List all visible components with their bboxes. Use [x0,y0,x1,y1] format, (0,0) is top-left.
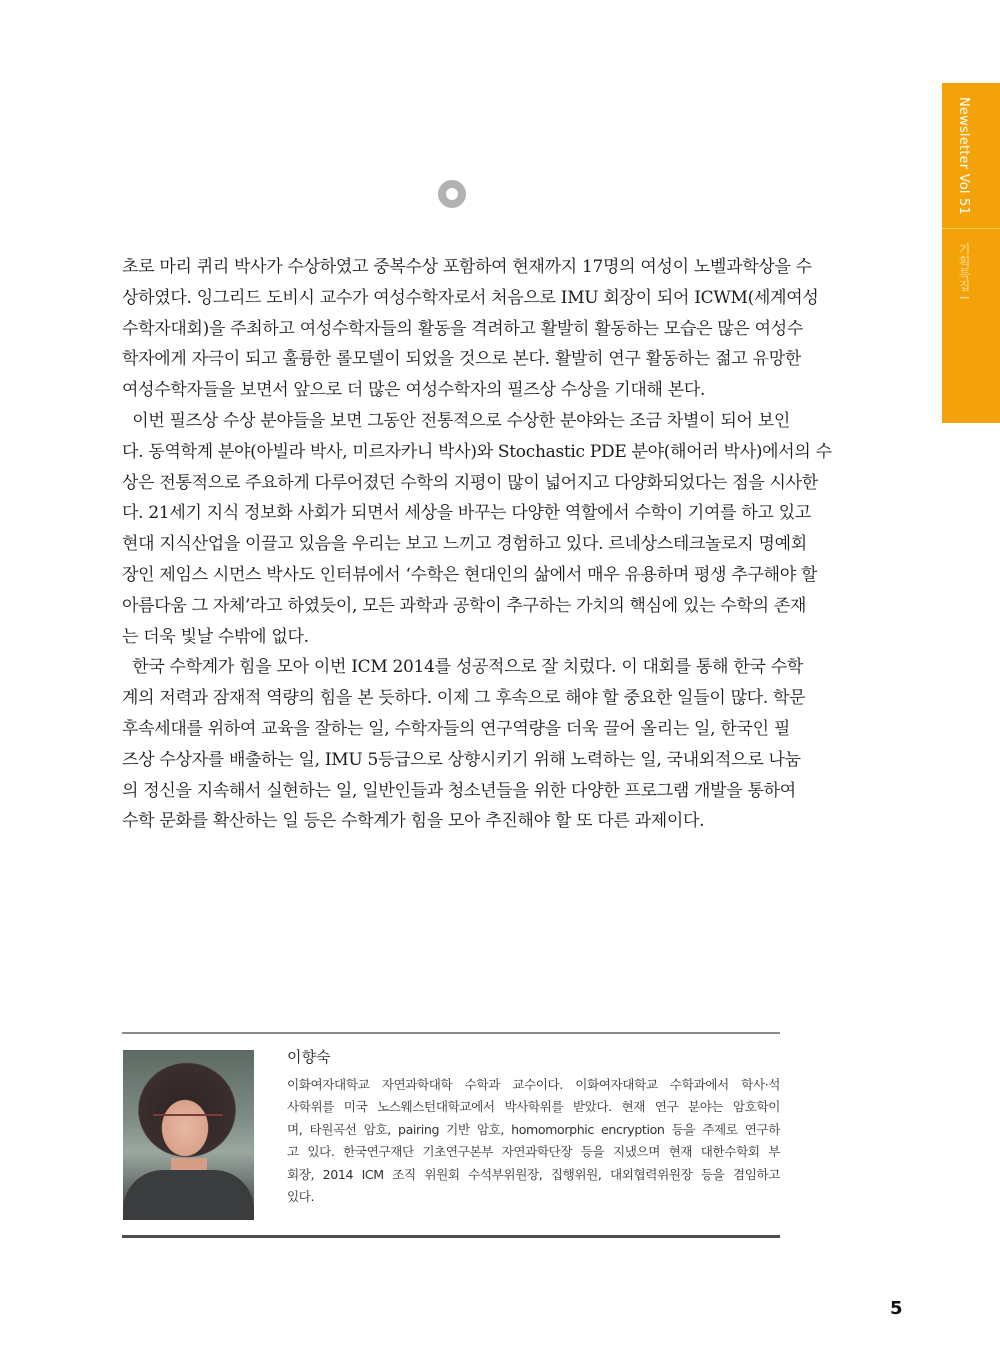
article-line: 한국 수학계가 힘을 모아 이번 ICM 2014를 성공적으로 잘 치렀다. 이 대회를 통해 한국 수학 [122,657,803,678]
article-line: 상은 전통적으로 주요하게 다루어졌던 수학의 지평이 많이 넓어지고 다양화되었다는 점을 시사한 [122,472,818,493]
bio-line: 며, 타원곡선 암호, pairing 기반 암호, homomorphic encryption 등을 주제로 연구하 [287,1121,780,1137]
section-label: 기획특집 I [957,243,971,300]
publication-label: Newsletter Vol 51 [956,97,971,215]
author-name: 이향숙 [287,1048,331,1066]
author-bio [287,1074,780,1208]
article-line: 계의 저력과 잠재적 역량의 힘을 본 듯하다. 이제 그 후속으로 해야 할 중요한 일들이 많다. 학문 [122,688,806,709]
article-line: 수학 문화를 확산하는 일 등은 수학계가 힘을 모아 추진해야 할 또 다른 과제이다. [122,811,705,832]
ring-ornament-icon [438,180,466,208]
article-line: 장인 제임스 시먼스 박사도 인터뷰에서 ‘수학은 현대인의 삶에서 매우 유용하며 평생 추구해야 할 [122,564,818,585]
article-line: 수학자대회)을 주최하고 여성수학자들의 활동을 격려하고 활발히 활동하는 모습은 많은 여성수 [122,318,804,339]
photo-detail [123,1170,254,1220]
section-tab [942,83,1000,423]
article-line: 의 정신을 지속해서 실현하는 일, 일반인들과 청소년들을 위한 다양한 프로그램 개발을 통하여 [122,780,796,801]
article-line: 여성수학자들을 보면서 앞으로 더 많은 여성수학자의 필즈상 수상을 기대해 본다. [122,380,706,401]
bio-line: 고 있다. 한국연구재단 기초연구본부 자연과학단장 등을 지냈으며 현재 대한수학회 부 [287,1144,780,1160]
article-line: 즈상 수상자를 배출하는 일, IMU 5등급으로 상향시키기 위해 노력하는 일, 국내외적으로 나눔 [122,749,801,770]
article-line: 다. 동역학계 분야(아빌라 박사, 미르자카니 박사)와 Stochastic PDE 분야(해어러 박사)에서의 수 [122,441,832,462]
article-line: 현대 지식산업을 이끌고 있음을 우리는 보고 느끼고 경험하고 있다. 르네상스테크놀로지 명예회 [122,534,807,555]
article-line: 이번 필즈상 수상 분야들을 보면 그동안 전통적으로 수상한 분야와는 조금 차별이 되어 보인 [122,410,790,431]
bio-line: 있다. [287,1189,315,1205]
article-line: 상하였다. 잉그리드 도비시 교수가 여성수학자로서 처음으로 IMU 회장이 되어 ICWM(세계여성 [122,287,819,308]
article-line: 아름다움 그 자체’라고 하였듯이, 모든 과학과 공학이 추구하는 가치의 핵심에 있는 수학의 존재 [122,595,807,616]
page-number: 5 [890,1298,903,1319]
photo-detail [153,1114,223,1132]
article-line: 다. 21세기 지식 정보화 사회가 되면서 세상을 바꾸는 다양한 역할에서 수학이 기여를 하고 있고 [122,503,811,524]
bio-line: 이화여자대학교 자연과학대학 수학과 교수이다. 이화여자대학교 수학과에서 학사·석 [287,1077,780,1092]
bio-line: 사학위를 미국 노스웨스턴대학교에서 박사학위를 받았다. 현재 연구 분야는 암호학이 [287,1099,780,1115]
article-line: 후속세대를 위하여 교육을 잘하는 일, 수학자들의 연구역량을 더욱 끌어 올리는 일, 한국인 필 [122,718,790,739]
author-photo [123,1050,254,1220]
tab-divider [942,228,1000,229]
author-box-bottom-rule [122,1235,780,1238]
article-line: 초로 마리 퀴리 박사가 수상하였고 중복수상 포함하여 현재까지 17명의 여성이 노벨과학상을 수 [122,257,812,277]
author-box-top-rule [122,1032,780,1034]
article-line: 는 더욱 빛날 수밖에 없다. [122,626,309,647]
article-line: 학자에게 자극이 되고 훌륭한 롤모델이 되었을 것으로 본다. 활발히 연구 활동하는 젊고 유망한 [122,349,801,370]
bio-line: 회장, 2014 ICM 조직 위원회 수석부위원장, 집행위원, 대외협력위원장 등을 겸임하고 [287,1166,780,1182]
article-body [122,252,832,837]
